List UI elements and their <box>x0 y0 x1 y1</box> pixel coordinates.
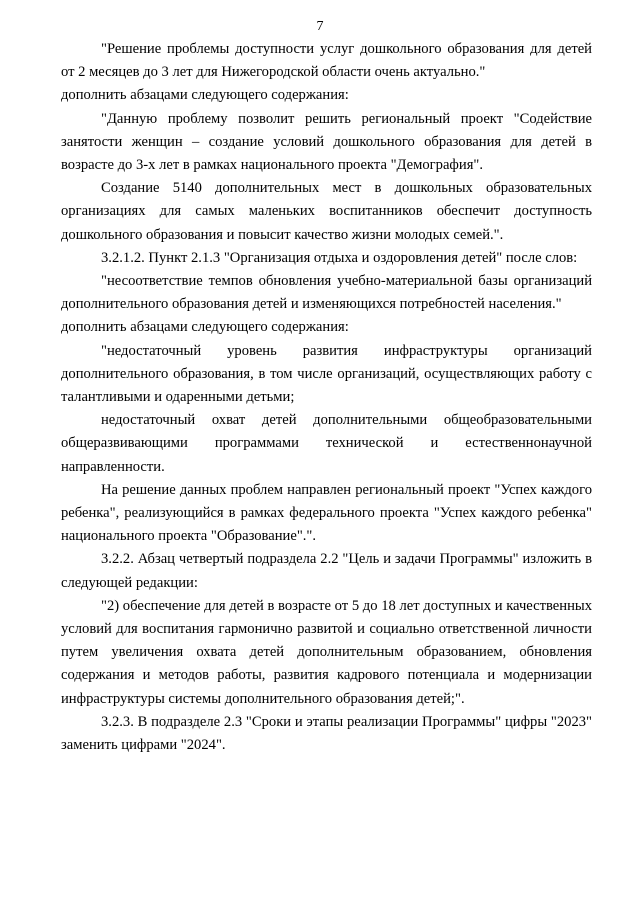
paragraph-5140-places: Создание 5140 дополнительных мест в дошкольных образовательных организациях для самых маленьких воспитанников обеспечит доступность дошкольного образования и повысит качество жизни молодых семей.". <box>61 180 592 243</box>
paragraph-item-3-2-2: 3.2.2. Абзац четвертый подраздела 2.2 "Цель и задачи Программы" изложить в следующей редакции: <box>61 551 592 591</box>
page-number: 7 <box>316 19 324 34</box>
paragraph-item-3-2-3: 3.2.3. В подразделе 2.3 "Сроки и этапы реализации Программы" цифры "2023" заменить цифрами "2024". <box>61 713 592 754</box>
paragraph-quote-material-base: "несоответствие темпов обновления учебно-материальной базы организаций дополнительного образования детей и изменяющихся потребностей населения." <box>61 273 592 313</box>
paragraph-quote-preschool-problem: "Решение проблемы доступности услуг дошкольного образования для детей от 2 месяцев до 3 лет для Нижегородской области очень актуально." <box>61 41 592 81</box>
paragraph-item-3-2-1-2: 3.2.1.2. Пункт 2.1.3 "Организация отдыха и оздоровления детей" после слов: <box>101 249 578 266</box>
paragraph-insufficient-coverage: недостаточный охват детей дополнительными общеобразовательными общеразвивающими программами технической и естественнонаучной направленности. <box>61 412 592 475</box>
document-body <box>61 38 592 757</box>
paragraph-add-text-instruction: дополнить абзацами следующего содержания: <box>61 87 349 104</box>
paragraph-infrastructure-level: "недостаточный уровень развития инфраструктуры организаций дополнительного образования, в том числе организаций, осуществляющих работу с талантливыми и одаренными детьми; <box>61 342 592 406</box>
paragraph-regional-project-employment: "Данную проблему позволит решить региональный проект "Содействие занятости женщин – создание условий дошкольного образования для детей в возрасте до 3-х лет в рамках национального проекта "Демография". <box>61 110 592 174</box>
paragraph-success-of-every-child: На решение данных проблем направлен региональный проект "Успех каждого ребенка", реализующийся в рамках федерального проекта "Успех каждого ребенка" национального проекта "Образование".". <box>61 481 592 545</box>
paragraph-quote-goal-2: "2) обеспечение для детей в возрасте от 5 до 18 лет доступных и качественных условий для воспитания гармонично развитой и социально ответственной личности путем увеличения охвата детей дополнительным образованием, обновления содержания и методов работы, развития кадрового потенциала и модернизации инфраструктуры системы дополнительного образования детей;". <box>61 597 592 707</box>
paragraph-add-text-instruction-2: дополнить абзацами следующего содержания: <box>61 319 349 336</box>
